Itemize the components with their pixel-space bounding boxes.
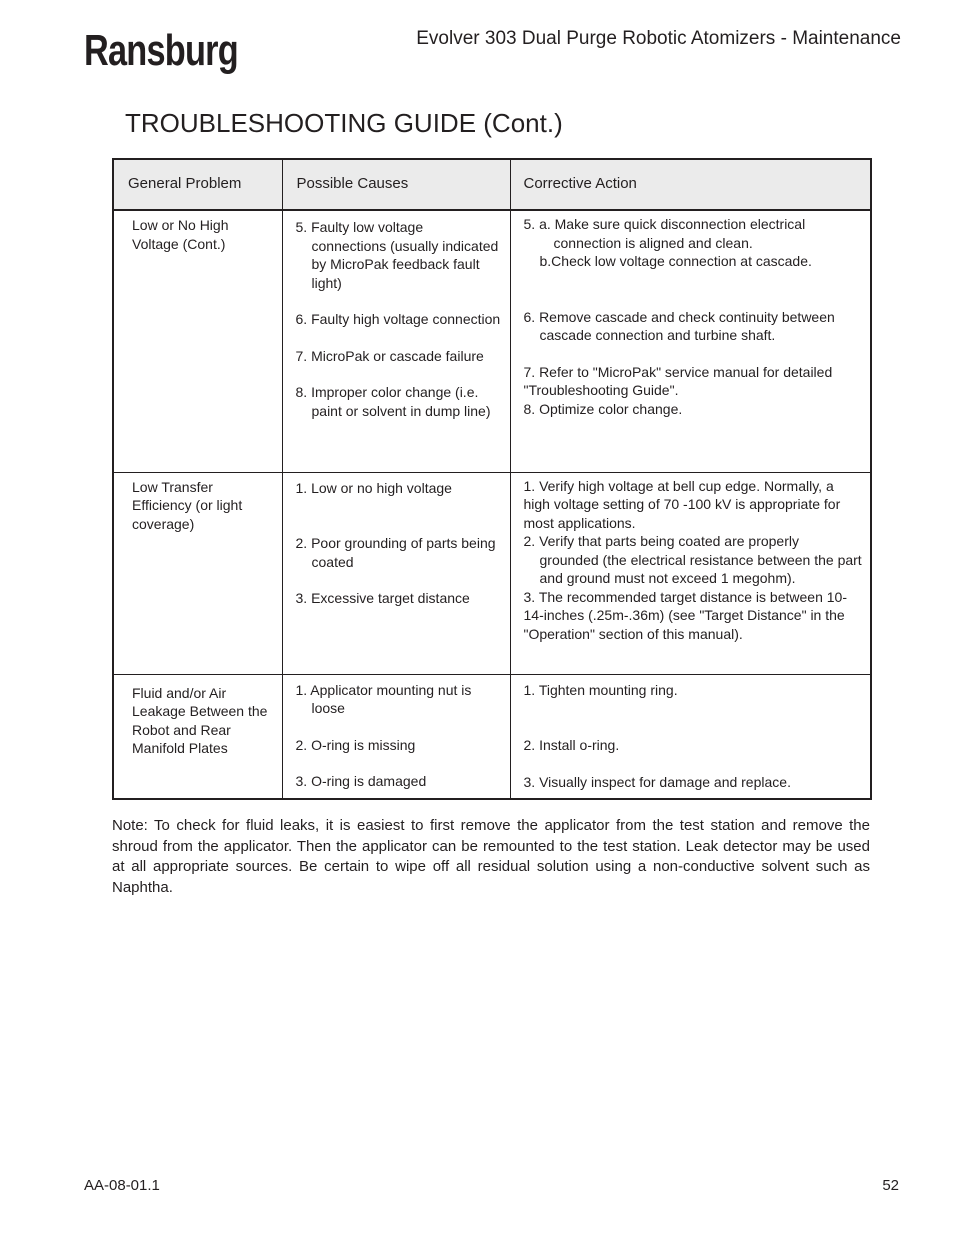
problem-cell xyxy=(113,210,282,472)
causes-cell xyxy=(282,210,510,472)
table-header-row xyxy=(113,159,871,210)
actions-cell xyxy=(510,210,871,472)
action-item: 6. Remove cascade and check continuity between cascade connection and turbine shaft. xyxy=(523,308,835,343)
action-item: 3. The recommended target distance is between 10-14-inches (.25m-.36m) (see "Target Distance" in the "Operation" section of this manual). xyxy=(523,588,847,642)
column-header-possible-causes: Possible Causes xyxy=(282,159,510,210)
cause-item: 3. O-ring is damaged xyxy=(295,773,427,789)
cause-item: 1. Low or no high voltage xyxy=(295,479,452,496)
section-title: TROUBLESHOOTING GUIDE (Cont.) xyxy=(125,108,563,138)
action-item: 2. Install o-ring. xyxy=(523,737,620,753)
action-item: 7. Refer to "MicroPak" service manual for detailed "Troubleshooting Guide". xyxy=(523,363,833,398)
table-row xyxy=(113,674,871,799)
action-item: 1. Tighten mounting ring. xyxy=(523,681,678,698)
problem-text: Low or No High Voltage (Cont.) xyxy=(132,217,229,252)
document-title: Evolver 303 Dual Purge Robotic Atomizers - Maintenance xyxy=(416,28,901,49)
cause-item: 2. O-ring is missing xyxy=(295,736,416,753)
action-item: b.Check low voltage connection at cascade. xyxy=(539,253,812,269)
actions-cell xyxy=(510,674,871,799)
causes-cell xyxy=(282,472,510,674)
table-row xyxy=(113,210,871,472)
action-item: 2. Verify that parts being coated are properly grounded (the electrical resistance between the part and ground must not exceed 1 megohm). xyxy=(523,533,862,586)
action-item: 5. a. Make sure quick disconnection electrical connection is aligned and clean. xyxy=(523,216,806,251)
problem-text: Low Transfer Efficiency (or light coverage) xyxy=(132,478,243,532)
problem-cell xyxy=(113,472,282,674)
problem-text: Fluid and/or Air Leakage Between the Robot and Rear Manifold Plates xyxy=(132,684,268,756)
causes-cell xyxy=(282,674,510,799)
cause-item: 5. Faulty low voltage connections (usually indicated by MicroPak feedback fault light) xyxy=(295,219,499,291)
actions-cell xyxy=(510,472,871,674)
cause-item: 2. Poor grounding of parts being coated xyxy=(295,535,496,570)
action-item: 1. Verify high voltage at bell cup edge. Normally, a high voltage setting of 70 -100 kV is appropriate for most applications. xyxy=(523,477,841,531)
note-paragraph: Note: To check for fluid leaks, it is easiest to first remove the applicator from the test station and remove the shroud from the applicator. Then the applicator can be remounted to the test station. Leak detector may be used at all appropriate sources. Be certain to wipe off all residual solution using a non-conductive solvent such as Naphtha. xyxy=(112,817,870,896)
troubleshooting-table xyxy=(112,158,872,800)
column-header-general-problem: General Problem xyxy=(113,159,282,210)
problem-cell xyxy=(113,674,282,799)
cause-item: 6. Faulty high voltage connection xyxy=(295,311,501,327)
table-row xyxy=(113,472,871,674)
column-header-corrective-action: Corrective Action xyxy=(510,159,871,210)
action-item: 3. Visually inspect for damage and replace. xyxy=(523,773,791,790)
cause-item: 1. Applicator mounting nut is loose xyxy=(295,681,472,716)
cause-item: 8. Improper color change (i.e. paint or solvent in dump line) xyxy=(295,384,491,419)
cause-item: 3. Excessive target distance xyxy=(295,590,470,606)
footer-doc-number: AA-08-01.1 xyxy=(84,1177,160,1194)
cause-item: 7. MicroPak or cascade failure xyxy=(295,347,484,364)
footer-page-number: 52 xyxy=(882,1177,899,1194)
action-item: 8. Optimize color change. xyxy=(523,400,683,417)
ransburg-logo: Ransburg xyxy=(84,26,238,75)
